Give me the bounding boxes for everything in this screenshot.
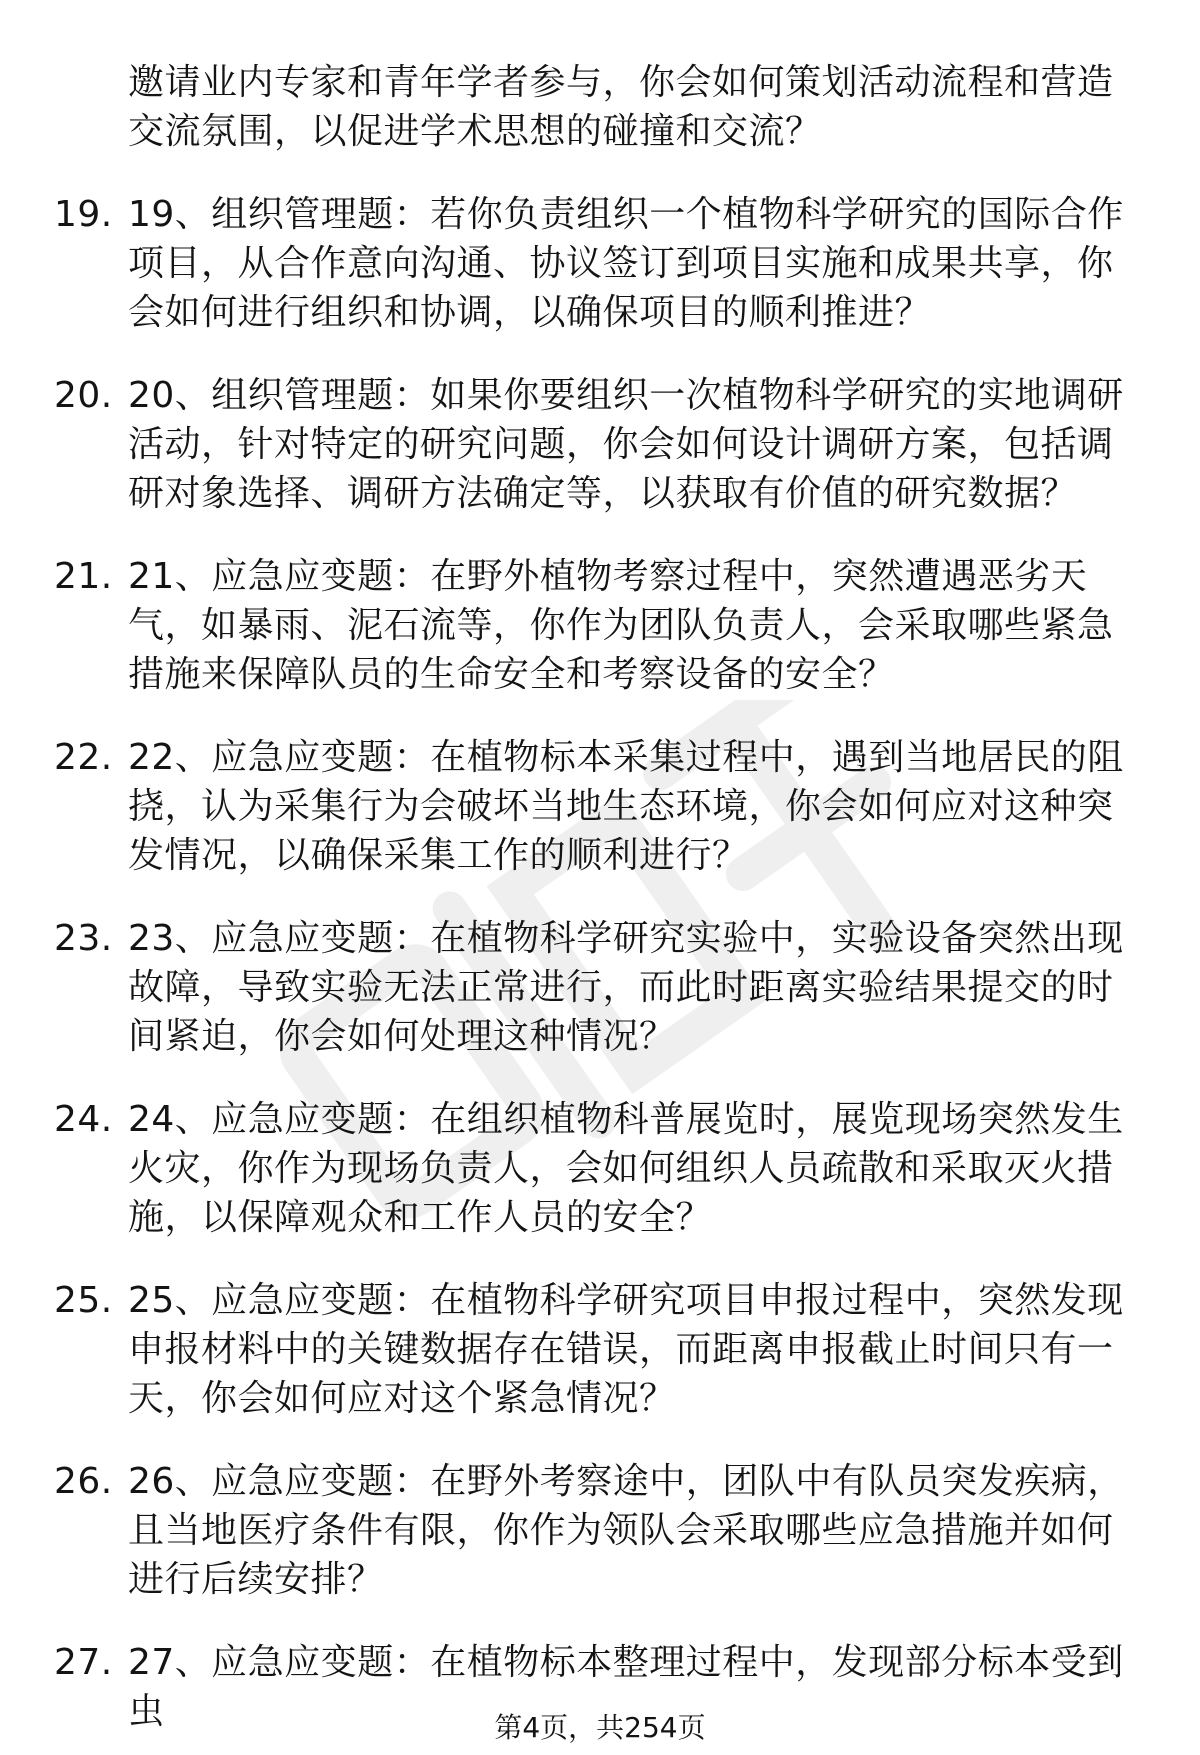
list-item — [0, 1276, 1200, 1423]
list-item — [0, 552, 1200, 699]
list-item — [0, 190, 1200, 337]
item-text: 26、应急应变题：在野外考察途中，团队中有队员突发疾病，且当地医疗条件有限，你作为领队会采取哪些应急措施并如何进行后续安排？ — [128, 1461, 1124, 1600]
list-item — [0, 371, 1200, 518]
list-item — [0, 1095, 1200, 1242]
item-number: 27. — [54, 1642, 113, 1683]
item-text: 19、组织管理题：若你负责组织一个植物科学研究的国际合作项目，从合作意向沟通、协议签订到项目实施和成果共享，你会如何进行组织和协调，以确保项目的顺利推进？ — [128, 194, 1124, 333]
item-number: 21. — [54, 556, 113, 597]
list-item — [0, 1457, 1200, 1604]
item-text: 23、应急应变题：在植物科学研究实验中，实验设备突然出现故障，导致实验无法正常进行，而此时距离实验结果提交的时间紧迫，你会如何处理这种情况？ — [128, 918, 1124, 1057]
item-text: 25、应急应变题：在植物科学研究项目申报过程中，突然发现申报材料中的关键数据存在错误，而距离申报截止时间只有一天，你会如何应对这个紧急情况？ — [128, 1280, 1124, 1419]
continued-question-text: 邀请业内专家和青年学者参与，你会如何策划活动流程和营造交流氛围，以促进学术思想的碰撞和交流？ — [128, 62, 1114, 152]
item-text: 24、应急应变题：在组织植物科普展览时，展览现场突然发生火灾，你作为现场负责人，会如何组织人员疏散和采取灭火措施，以保障观众和工作人员的安全？ — [128, 1099, 1124, 1238]
item-number: 23. — [54, 918, 113, 959]
list-item — [0, 914, 1200, 1061]
item-text: 20、组织管理题：如果你要组织一次植物科学研究的实地调研活动，针对特定的研究问题，你会如何设计调研方案，包括调研对象选择、调研方法确定等，以获取有价值的研究数据？ — [128, 375, 1124, 514]
item-text: 22、应急应变题：在植物标本采集过程中，遇到当地居民的阻挠，认为采集行为会破坏当地生态环境，你会如何应对这种突发情况，以确保采集工作的顺利进行？ — [128, 737, 1124, 876]
item-text: 21、应急应变题：在野外植物考察过程中，突然遭遇恶劣天气，如暴雨、泥石流等，你作为团队负责人，会采取哪些紧急措施来保障队员的生命安全和考察设备的安全？ — [128, 556, 1114, 695]
item-number: 26. — [54, 1461, 113, 1502]
item-number: 19. — [54, 194, 113, 235]
item-number: 22. — [54, 737, 113, 778]
item-text: 27、应急应变题：在植物标本整理过程中，发现部分标本受到虫 — [128, 1642, 1124, 1732]
item-number: 24. — [54, 1099, 113, 1140]
item-number: 25. — [54, 1280, 113, 1321]
page-footer: 第4页，共254页 — [494, 1711, 706, 1744]
item-number: 20. — [54, 375, 113, 416]
question-list — [0, 58, 1200, 1736]
list-item — [0, 733, 1200, 880]
